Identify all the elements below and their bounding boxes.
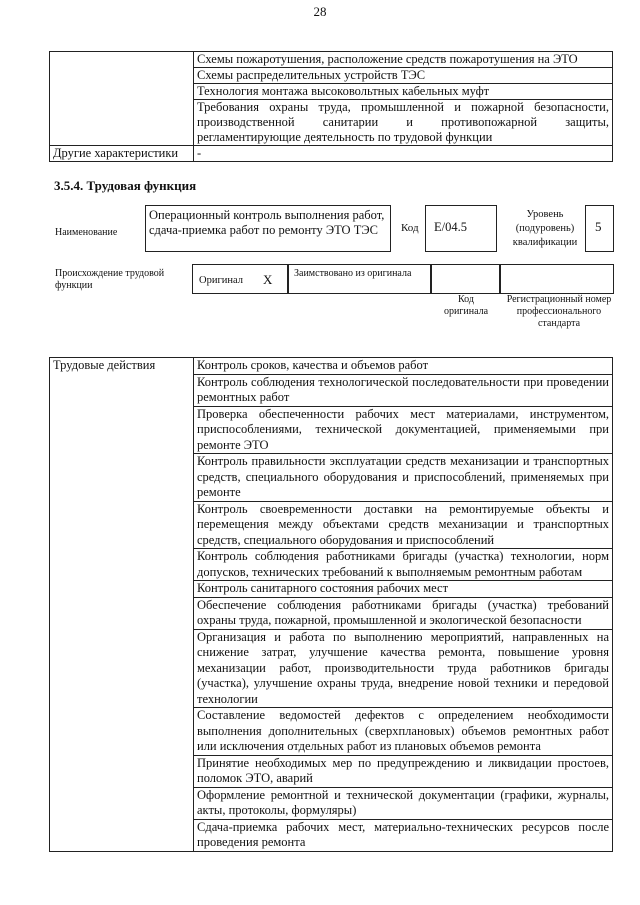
code-original-label: Код оригинала: [443, 294, 489, 317]
other-characteristics-value: -: [194, 146, 613, 162]
knowledge-table: [49, 51, 613, 162]
code-value: E/04.5: [434, 220, 467, 234]
labor-actions-table: [49, 357, 613, 852]
name-label: Наименование: [55, 227, 118, 238]
table-row: Схемы пожаротушения, расположение средств пожаротушения на ЭТО: [194, 52, 613, 68]
table-row: Контроль сроков, качества и объемов работ: [194, 358, 613, 375]
table-row: Контроль соблюдения технологической последовательности при проведении ремонтных работ: [194, 374, 613, 406]
original-mark: X: [263, 272, 273, 287]
code-label: Код: [401, 222, 419, 234]
table-row: Принятие необходимых мер по предупреждению и ликвидации простоев, поломок ЭТО, аварий: [194, 755, 613, 787]
reg-number-box: [500, 264, 614, 294]
table-row: Контроль своевременности доставки на ремонтируемые объекты и перемещения между объектами средств механизации и транспортных средств, специального оборудования и приспособлений: [194, 501, 613, 549]
name-value: Операционный контроль выполнения работ, сдача-приемка работ по ремонту ЭТО ТЭС: [149, 208, 385, 237]
table-row: Технология монтажа высоковольтных кабельных муфт: [194, 84, 613, 100]
table-row: Проверка обеспеченности рабочих мест материалами, инструментом, приспособлениями, технической документацией, применяемыми при ремонте ЭТО: [194, 406, 613, 454]
borrowed-label: Заимствовано из оригинала: [294, 268, 412, 279]
table-row: Контроль соблюдения работниками бригады (участка) технологии, норм допусков, технических требований к выполняемым ремонтным работам: [194, 549, 613, 581]
table-row: Составление ведомостей дефектов с определением необходимости выполнения дополнительных (сверхплановых) объемов ремонтных работ или исключения отдельных работ из плановых объемов ремонта: [194, 708, 613, 756]
code-value-box: [425, 205, 497, 252]
code-original-box: [431, 264, 500, 294]
table-row: Сдача-приемка рабочих мест, материально-технических ресурсов после проведения ремонта: [194, 819, 613, 851]
level-value-box: [585, 205, 614, 252]
labor-actions-label: Трудовые действия: [50, 358, 194, 852]
table-row: Контроль санитарного состояния рабочих мест: [194, 581, 613, 598]
section-heading: 3.5.4. Трудовая функция: [54, 178, 197, 193]
table-row: Организация и работа по выполнению мероприятий, направленных на снижение затрат, улучшение качества ремонта, повышение уровня механизации работ, производительности труда работников бригады (участка), улучшение охраны труда, внедрение новой техники и передовой технологии: [194, 629, 613, 708]
table-row: Контроль правильности эксплуатации средств механизации и транспортных средств, специального оборудования и приспособлений, применяемых при ремонте: [194, 454, 613, 502]
level-value: 5: [595, 219, 602, 234]
borrowed-box: [288, 264, 431, 294]
table-row: Схемы распределительных устройств ТЭС: [194, 68, 613, 84]
table-row: Обеспечение соблюдения работниками бригады (участка) требований охраны труда, пожарной, промышленной и экологической безопасности: [194, 597, 613, 629]
table-row: Оформление ремонтной и технической документации (графики, журналы, акты, протоколы, формуляры): [194, 787, 613, 819]
table-left-empty-cell: [50, 52, 194, 146]
original-label: Оригинал: [199, 275, 243, 286]
table-row: Требования охраны труда, промышленной и пожарной безопасности, производственной санитарии и противопожарной защиты, регламентирующие деятельность по трудовой функции: [194, 100, 613, 146]
level-label: Уровень (подуровень) квалификации: [512, 209, 578, 248]
page-number: 28: [313, 4, 327, 19]
original-box: [192, 264, 288, 294]
other-characteristics-label: Другие характеристики: [50, 146, 194, 162]
name-value-box: [145, 205, 391, 252]
origin-label: Происхождение трудовой функции: [55, 268, 165, 291]
reg-number-label: Регистрационный номер профессионального стандарта: [506, 294, 612, 329]
